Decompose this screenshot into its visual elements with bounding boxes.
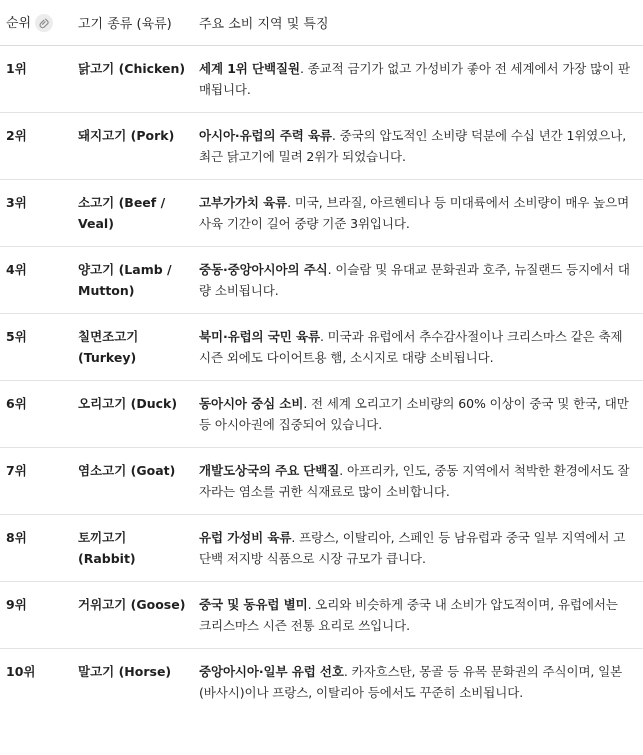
- rank-cell: 9위: [0, 582, 72, 649]
- description-text: . 오리와 비슷하게 중국 내 소비가 압도적이며, 유럽에서는 크리스마스 시즌 전통 요리로 쓰입니다.: [199, 597, 618, 633]
- description-highlight: 북미·유럽의 국민 육류: [199, 329, 320, 344]
- rank-cell: 7위: [0, 448, 72, 515]
- meat-cell: 토끼고기 (Rabbit): [72, 515, 193, 582]
- header-rank-label: 순위: [6, 16, 32, 32]
- table-body: [0, 46, 643, 716]
- description-highlight: 중앙아시아·일부 유럽 선호: [199, 664, 344, 679]
- description-text: . 중국의 압도적인 소비량 덕분에 수십 년간 1위였으나, 최근 닭고기에 밀려 2위가 되었습니다.: [199, 128, 627, 164]
- meat-cell: 칠면조고기 (Turkey): [72, 314, 193, 381]
- table-row: [0, 448, 643, 515]
- description-cell: [193, 448, 643, 515]
- rank-cell: 4위: [0, 247, 72, 314]
- description-text: . 카자흐스탄, 몽골 등 유목 문화권의 주식이며, 일본(바사시)이나 프랑스, 이탈리아 등에서도 꾸준히 소비됩니다.: [199, 664, 623, 700]
- rank-cell: 8위: [0, 515, 72, 582]
- rank-cell: 1위: [0, 46, 72, 113]
- description-cell: [193, 381, 643, 448]
- description-text: . 프랑스, 이탈리아, 스페인 등 남유럽과 중국 일부 지역에서 고단백 저지방 식품으로 시장 규모가 큽니다.: [199, 530, 626, 566]
- description-cell: [193, 247, 643, 314]
- description-text: . 이슬람 및 유대교 문화권과 호주, 뉴질랜드 등지에서 대량 소비됩니다.: [199, 262, 630, 298]
- header-meat: 고기 종류 (육류): [72, 0, 193, 46]
- rank-cell: 6위: [0, 381, 72, 448]
- description-highlight: 세계 1위 단백질원: [199, 61, 300, 76]
- table-row: [0, 46, 643, 113]
- description-cell: [193, 113, 643, 180]
- description-text: . 미국, 브라질, 아르헨티나 등 미대륙에서 소비량이 매우 높으며 사육 기간이 길어 중량 기준 3위입니다.: [199, 195, 630, 231]
- table-row: [0, 180, 643, 247]
- description-highlight: 고부가가치 육류: [199, 195, 288, 210]
- description-highlight: 개발도상국의 주요 단백질: [199, 463, 340, 478]
- table-row: [0, 314, 643, 381]
- table-row: [0, 515, 643, 582]
- rank-cell: 3위: [0, 180, 72, 247]
- meat-cell: 닭고기 (Chicken): [72, 46, 193, 113]
- table-header: [0, 0, 643, 46]
- description-highlight: 아시아·유럽의 주력 육류: [199, 128, 332, 143]
- description-highlight: 동아시아 중심 소비: [199, 396, 304, 411]
- description-highlight: 유럽 가성비 육류: [199, 530, 292, 545]
- link-icon[interactable]: [35, 14, 53, 32]
- header-row: [0, 0, 643, 46]
- description-highlight: 중동·중앙아시아의 주식: [199, 262, 328, 277]
- meat-cell: 거위고기 (Goose): [72, 582, 193, 649]
- table-row: [0, 649, 643, 716]
- meat-cell: 돼지고기 (Pork): [72, 113, 193, 180]
- header-desc: 주요 소비 지역 및 특징: [193, 0, 643, 46]
- meat-cell: 소고기 (Beef / Veal): [72, 180, 193, 247]
- rank-cell: 10위: [6, 664, 36, 679]
- description-highlight: 중국 및 동유럽 별미: [199, 597, 308, 612]
- description-cell: [193, 180, 643, 247]
- description-text: . 종교적 금기가 없고 가성비가 좋아 전 세계에서 가장 많이 판매됩니다.: [199, 61, 630, 97]
- description-cell: [193, 649, 643, 716]
- description-cell: [193, 515, 643, 582]
- description-cell: [193, 314, 643, 381]
- table-row: [0, 582, 643, 649]
- meat-cell: 염소고기 (Goat): [72, 448, 193, 515]
- description-cell: [193, 582, 643, 649]
- description-text: . 아프리카, 인도, 중동 지역에서 척박한 환경에서도 잘 자라는 염소를 귀한 식재료로 많이 소비합니다.: [199, 463, 630, 499]
- table-row: [0, 381, 643, 448]
- table-row: [0, 247, 643, 314]
- description-text: . 전 세계 오리고기 소비량의 60% 이상이 중국 및 한국, 대만 등 아시아권에 집중되어 있습니다.: [199, 396, 629, 432]
- rank-cell: 5위: [0, 314, 72, 381]
- table-row: [0, 113, 643, 180]
- description-text: . 미국과 유럽에서 추수감사절이나 크리스마스 같은 축제 시즌 외에도 다이어트용 햄, 소시지로 대량 소비됩니다.: [199, 329, 623, 365]
- meat-cell: 말고기 (Horse): [78, 664, 172, 679]
- meat-cell: 오리고기 (Duck): [72, 381, 193, 448]
- rank-cell: 2위: [0, 113, 72, 180]
- header-rank: [0, 0, 72, 46]
- description-cell: [193, 46, 643, 113]
- meat-cell: 양고기 (Lamb / Mutton): [72, 247, 193, 314]
